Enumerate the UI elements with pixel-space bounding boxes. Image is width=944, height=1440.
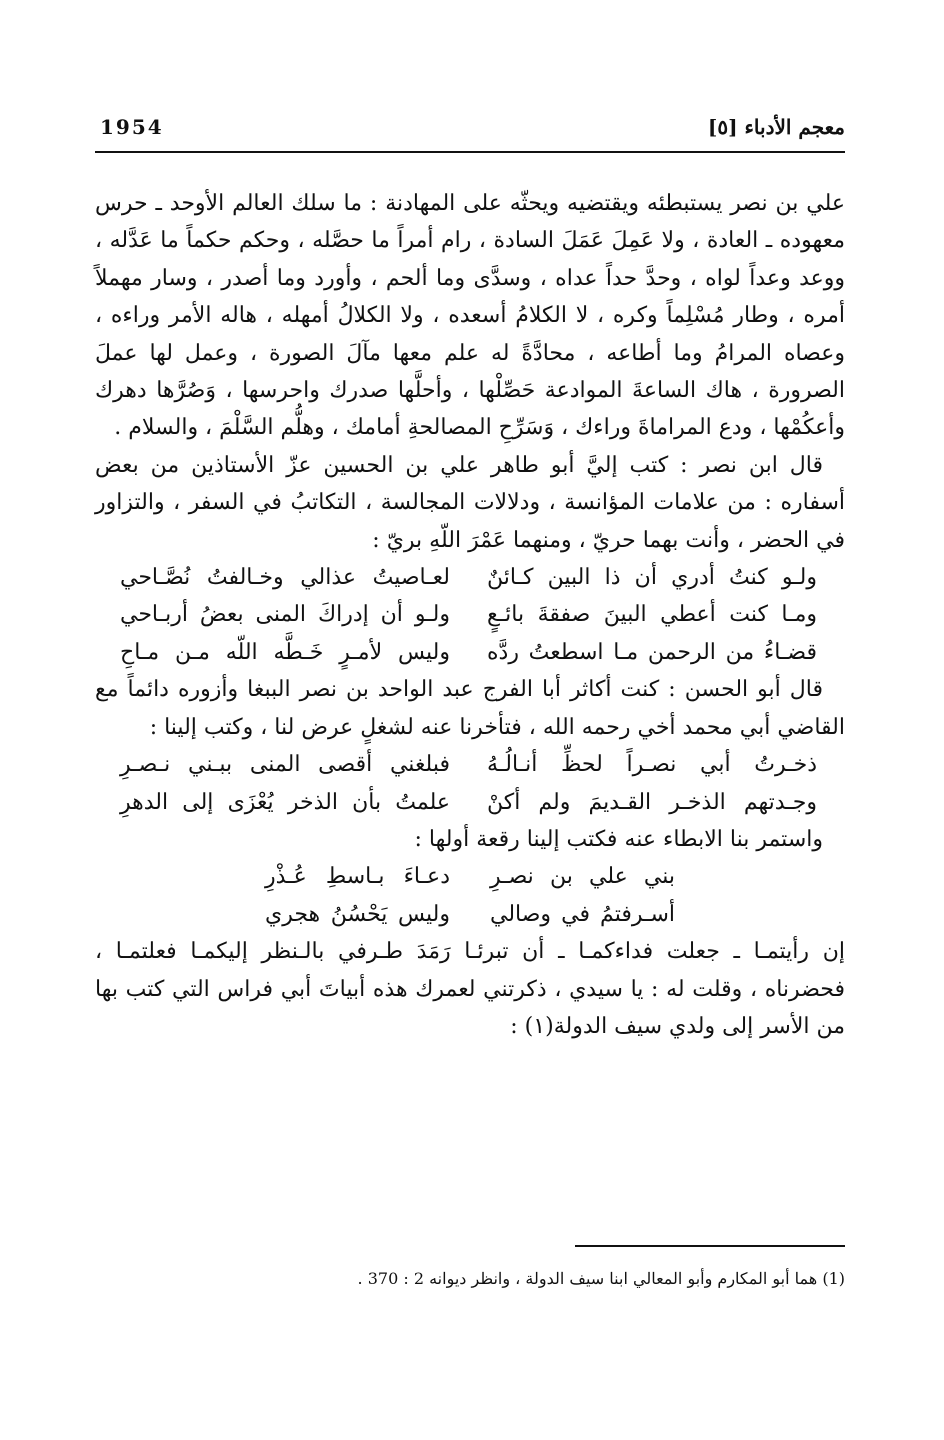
verse-line [120,596,817,633]
verse-line [120,746,817,783]
verse-second-hemistich: علمتُ بأن الذخر يُعْزَى إلى الدهرِ [120,789,450,815]
verse-second-hemistich: ولـو أن إدراكَ المنى بعضُ أربـاحي [120,602,450,628]
verse-first-hemistich: ولـو كنتُ أدري أن ذا البين كـائنٌ [487,565,817,591]
verse-line [120,784,817,821]
book-title: معجم الأدباء [٥] [707,115,845,139]
paragraph-request: إن رأيتمـا ـ جعلت فداءكمـا ـ أن تبرئـا رَمَدَ طـرفي بالـنظر إليكمـا فعلتمـا ، فحضرناه ، وقلت له : يا سيدي ، ذكرتني لعمرك هذه أبياتَ أبي فراس التي كتب بها من الأسر إلى ولدي سيف الدولة(١) : [95,939,845,1039]
verse-first-hemistich: وجـدتهم الذخـر القـديمَ ولم أكنْ [487,789,817,815]
header-rule [95,151,845,153]
document-page [95,105,845,1345]
verse-second-hemistich: فبلغني أقصى المنى ببـني نـصـرِ [120,752,450,778]
verse-first-hemistich: ومـا كنت أعطي البينَ صفقةَ بائـعٍ [487,602,817,628]
body-text [95,185,845,1045]
verse-first-hemistich: قضـاءُ من الرحمن مـا اسطعتُ ردَّه [487,639,817,665]
verse-second-hemistich: دعـاءَ بـاسطِ عُـذْرِ [265,864,450,890]
verse-first-hemistich: أسـرفتمُ في وصالي [490,901,675,927]
verse-second-hemistich: لعـاصيتُ عذالي وخـالفتُ نُصَّـاحي [120,565,450,591]
verse-first-hemistich: بني علي بن نصـرِ [490,864,675,890]
page-header [95,115,845,149]
paragraph-letter: علي بن نصر يستبطئه ويقتضيه ويحثّه على المهادنة : ما سلك العالم الأوحد ـ حرس معهوده ـ العادة ، ولا عَمِلَ عَمَلَ السادة ، رام أمراً ما حصَّله ، وحكم حكماً ما عَدَّله ، ووعد وعداً لواه ، وحدَّ حداً عداه ، وسدَّى وما ألحم ، وأورد وما أصدر ، وسار مهملاً أمره ، وطار مُسْلِماً وكره ، لا الكلامُ أسعده ، ولا الكلالُ أمهله ، هاله الأمر وراءه ، وعصاه المرامُ وما أطاعه ، محادَّةً له علم معها مآلَ الصورة ، وعمل لها عملَ الصرورة ، هاك الساعةَ الموادعة حَصِّلْها ، وأحلَّها صدرك واحرسها ، وَصُرَّها دهرك وأعكُمْها ، ودع المراماةَ وراءك ، وَسَرِّحِ المصالحةِ أمامك ، وهلُّم السَّلْمَ ، والسلام . [95,191,845,441]
verse-second-hemistich: وليس يَحْسُنُ هجري [265,901,450,927]
verse-line [120,634,817,671]
page-number: 1954 [100,115,164,139]
paragraph-delay: واستمر بنا الابطاء عنه فكتب إلينا رقعة أولها : [414,826,823,852]
verse-line [265,896,675,933]
verse-line [120,559,817,596]
footnote-rule [575,1245,845,1247]
paragraph-ibn-nasr: قال ابن نصر : كتب إليَّ أبو طاهر علي بن الحسين عزّ الأستاذين من بعض أسفاره : من علامات المؤانسة ، ودلالات المجالسة ، التكاتبُ في السفر ، والتزاور في الحضر ، وأنت بهما حريّ ، ومنهما عَمْرَ اللّهِ بريّ : [95,452,845,553]
verse-second-hemistich: وليس لأمـرٍ خَـطَّه اللّه مـن مـاحِ [120,639,450,665]
footnote: (1) هما أبو المكارم وأبو المعالي ابنا سيف الدولة ، وانظر ديوانه 2 : 370 . [357,1269,845,1288]
verse-line [265,858,675,895]
verse-first-hemistich: ذخـرتُ أبي نصـراً لحظِّ أنـالُـهُ [487,752,817,778]
paragraph-abu-al-hasan: قال أبو الحسن : كنت أكاثر أبا الفرج عبد الواحد بن نصر الببغا وأزوره دائماً مع القاضي أبي محمد أخي رحمه الله ، فتأخرنا عنه لشغلٍ عرض لنا ، وكتب إلينا : [95,677,845,740]
